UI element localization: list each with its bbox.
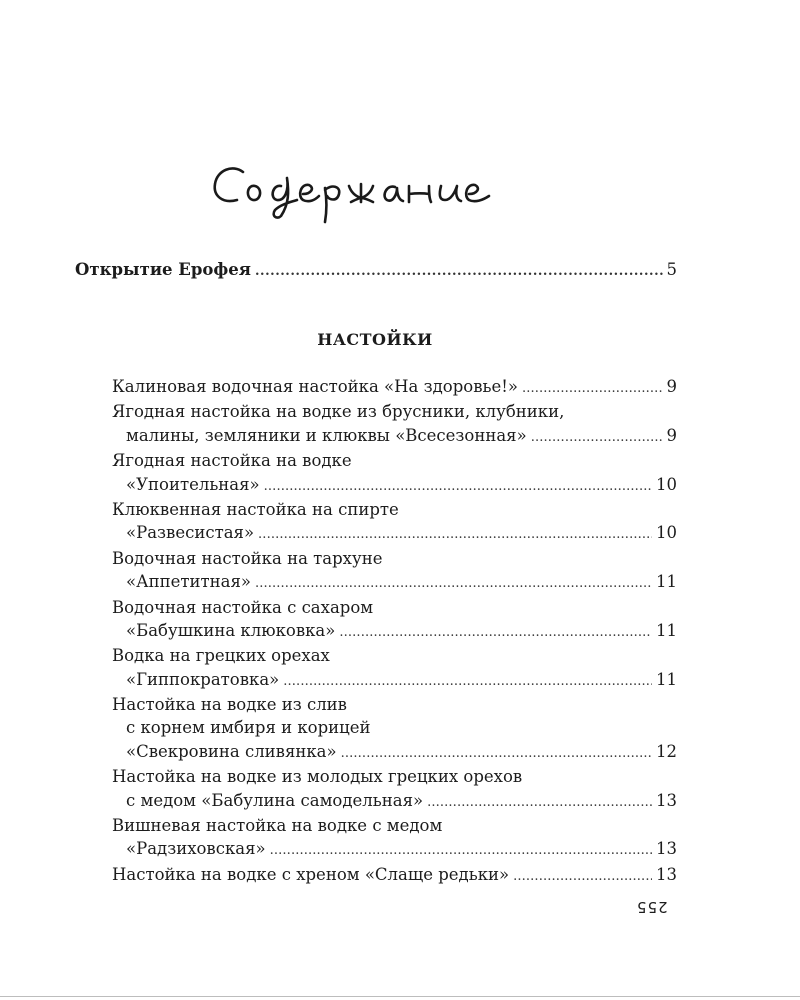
dot-leader (264, 479, 652, 494)
toc-entry-title: Ягодная настойка на водке из брусники, клубники, (112, 402, 565, 422)
toc-entry-title: «Гиппократовка» (126, 669, 280, 689)
toc-entry[interactable] (112, 598, 677, 645)
toc-entry[interactable] (112, 767, 677, 814)
toc-entry-page: 12 (656, 741, 677, 761)
toc-entry-page: 10 (656, 474, 677, 494)
toc-entry[interactable] (112, 377, 677, 400)
toc-entry-page: 11 (656, 572, 677, 592)
toc-entry-line (112, 402, 677, 425)
toc-entry-page: 13 (656, 864, 677, 884)
toc-entry-page: 11 (656, 620, 677, 640)
toc-entry-line (112, 451, 677, 474)
toc-entry-title: Ягодная настойка на водке (112, 451, 352, 471)
toc-entry-line (112, 377, 677, 400)
toc-entry-line (112, 670, 677, 693)
dot-leader (255, 576, 652, 591)
handwritten-title-drawing (205, 150, 535, 230)
page-number: 255 (636, 898, 668, 916)
toc-entry-title: Настойка на водке из молодых грецких орехов (112, 767, 523, 787)
toc-entry-title: «Радзиховская» (126, 839, 266, 859)
toc-entry-page: 9 (666, 425, 677, 445)
dot-leader (531, 430, 663, 445)
dot-leader (258, 527, 652, 542)
toc-entry[interactable] (112, 451, 677, 498)
toc-entry-title: Водочная настойка на тархуне (112, 548, 383, 568)
toc-entry-page: 11 (656, 669, 677, 689)
toc-entry-intro[interactable] (75, 259, 677, 283)
toc-entry-title: «Упоительная» (126, 474, 260, 494)
toc-entry-line (112, 646, 677, 669)
toc-entry[interactable] (112, 500, 677, 547)
dot-leader (283, 674, 652, 689)
toc-entry-title: с корнем имбиря и корицей (126, 718, 371, 738)
toc-entry[interactable] (112, 402, 677, 449)
toc-entry-title: Вишневая настойка на водке с медом (112, 816, 443, 836)
toc-entry-title: «Бабушкина клюковка» (126, 620, 336, 640)
toc-entry-line (112, 523, 677, 546)
toc-entry[interactable] (112, 549, 677, 596)
bottom-divider (0, 996, 800, 997)
toc-entry-line (112, 549, 677, 572)
toc-entry-title: Водочная настойка с сахаром (112, 597, 374, 617)
page-title (205, 150, 535, 230)
toc-entry-line (112, 865, 677, 888)
dot-leader (522, 381, 663, 396)
toc-entry-title: Открытие Ерофея (75, 260, 251, 279)
toc-entry-line (112, 791, 677, 814)
toc-entry-title: малины, земляники и клюквы «Всесезонная» (126, 425, 527, 445)
toc-entry-line (112, 816, 677, 839)
toc-entry-title: «Развесистая» (126, 523, 255, 543)
toc-entry-title: Настойка на водке из слив (112, 695, 347, 715)
toc-entry-line (112, 695, 677, 718)
toc-entry[interactable] (112, 865, 677, 888)
toc-entry-line (112, 621, 677, 644)
toc-entry-line (112, 767, 677, 790)
toc-entry-title: Калиновая водочная настойка «На здоровье!» (112, 377, 518, 396)
toc-entry-title: «Свекровина сливянка» (126, 741, 337, 761)
toc-entry-title: Настойка на водке с хреном «Слаще редьки» (112, 864, 510, 884)
dot-leader (255, 261, 663, 283)
toc-entry-title: Клюквенная настойка на спирте (112, 499, 399, 519)
toc-entry-line (112, 718, 677, 741)
dot-leader (513, 869, 652, 884)
toc-entry-line (112, 742, 677, 765)
toc-entry-title: с медом «Бабулина самодельная» (126, 790, 424, 810)
toc-entry[interactable] (112, 816, 677, 863)
toc-entry-line (112, 598, 677, 621)
toc-entry[interactable] (112, 646, 677, 693)
dot-leader (339, 625, 652, 640)
toc-entry[interactable] (112, 695, 677, 765)
toc-entry-page: 5 (666, 260, 677, 279)
toc-entry-title: «Аппетитная» (126, 572, 251, 592)
toc-entry-page: 13 (656, 790, 677, 810)
toc-entry-page: 10 (656, 523, 677, 543)
toc-entry-title: Водка на грецких орехах (112, 646, 330, 666)
toc-entry-line (112, 500, 677, 523)
toc-entry-page: 13 (656, 839, 677, 859)
toc-entry-line (112, 475, 677, 498)
section-heading: НАСТОЙКИ (317, 330, 433, 349)
toc-entry-line (112, 572, 677, 595)
toc-entry-list (112, 377, 677, 890)
toc-entry-line (112, 839, 677, 862)
dot-leader (270, 843, 652, 858)
toc-entry-line (112, 426, 677, 449)
dot-leader (341, 746, 652, 761)
toc-entry-page: 9 (666, 377, 677, 396)
dot-leader (427, 795, 652, 810)
